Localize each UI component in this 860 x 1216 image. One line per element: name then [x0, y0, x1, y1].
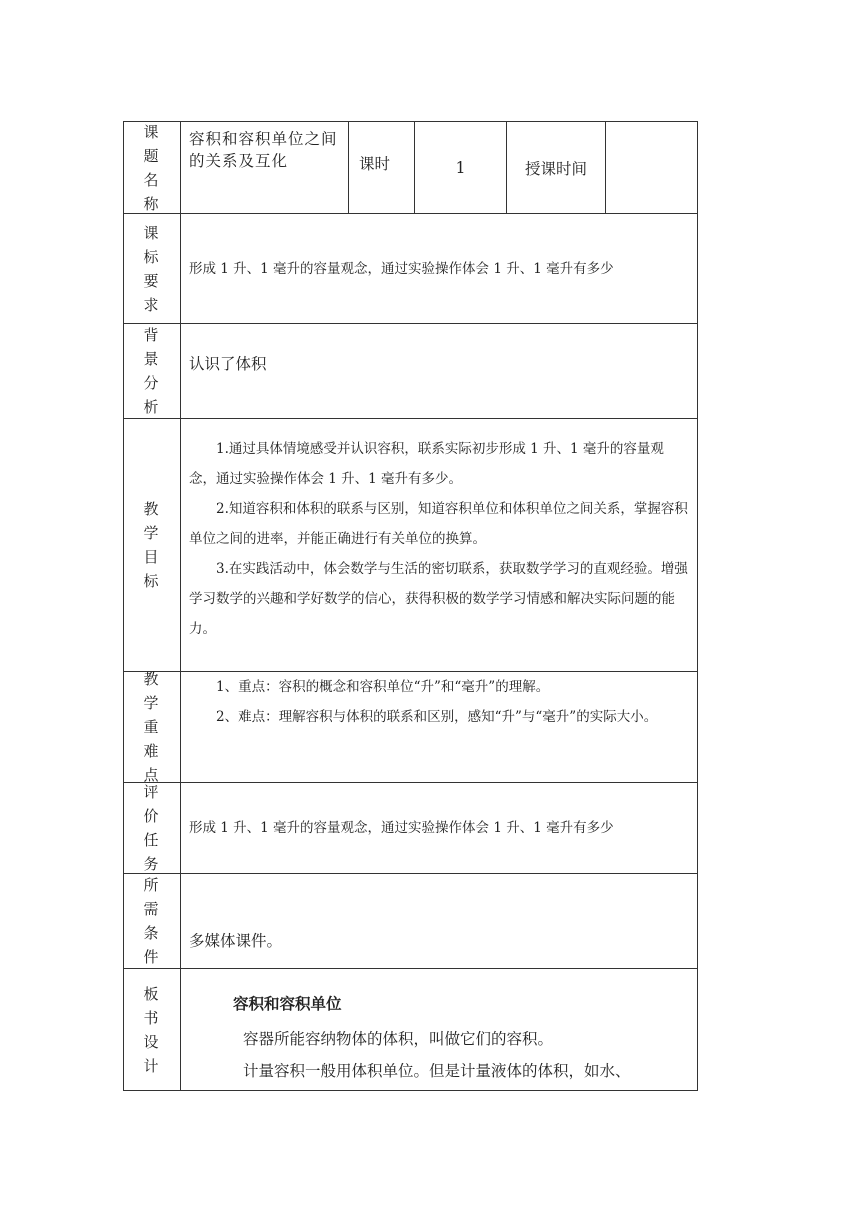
label-text: 背景分析 [143, 326, 161, 416]
board-line: 容器所能容纳物体的体积，叫做它们的容积。 [243, 1030, 554, 1048]
standard-text: 形成 1 升、1 毫升的容量观念，通过实验操作体会 1 升、1 毫升有多少 [189, 260, 614, 277]
hours-label: 课时 [359, 155, 391, 173]
hours-label-cell [349, 122, 415, 213]
resources-content [181, 874, 697, 968]
board-heading: 容积和容积单位 [233, 995, 342, 1013]
key-point-item: 1、重点：容积的概念和容积单位“升”和“毫升”的理解。 [216, 679, 550, 695]
hours-value-cell [415, 122, 507, 213]
lesson-plan-table [123, 121, 698, 1091]
evaluation-text: 形成 1 升、1 毫升的容量观念，通过实验操作体会 1 升、1 毫升有多少 [189, 820, 614, 836]
evaluation-content [181, 783, 697, 873]
standard-content [181, 214, 697, 323]
key-points-content [181, 672, 697, 782]
objective-item: 3.在实践活动中，体会数学与生活的密切联系，获取数学学习的直观经验。增强学习数学的兴趣和学好数学的信心，获得积极的数学学习情感和解决实际问题的能力。 [189, 561, 688, 637]
row-key-points [124, 671, 697, 782]
objective-item: 1.通过具体情境感受并认识容积，联系实际初步形成 1 升、1 毫升的容量观念，通过实验操作体会 1 升、1 毫升有多少。 [189, 441, 664, 487]
row-resources [124, 873, 697, 968]
label-topic-name [124, 122, 181, 213]
time-label: 授课时间 [524, 159, 587, 178]
label-text: 教学目标 [143, 500, 161, 590]
label-background [124, 324, 181, 418]
board-content [181, 969, 697, 1090]
label-evaluation [124, 783, 181, 873]
row-topic [124, 122, 697, 213]
topic-title-cell [181, 122, 349, 213]
label-board-design [124, 969, 181, 1090]
label-text: 教学重难点 [143, 670, 161, 784]
row-evaluation [124, 782, 697, 873]
topic-title: 容积和容积单位之间的关系及互化 [189, 130, 338, 170]
row-objectives [124, 418, 697, 671]
board-line: 计量容积一般用体积单位。但是计量液体的体积，如水、 [243, 1062, 631, 1080]
label-key-points [124, 672, 181, 782]
label-text: 评价任务 [143, 783, 161, 873]
objectives-content [181, 419, 697, 671]
background-text: 认识了体积 [189, 355, 267, 373]
label-text: 所需条件 [143, 876, 161, 966]
row-background [124, 323, 697, 418]
key-point-item: 2、难点：理解容积与体积的联系和区别，感知“升”与“毫升”的实际大小。 [216, 709, 658, 725]
label-text: 板书设计 [143, 984, 161, 1075]
time-value-cell [606, 122, 697, 213]
label-text: 课题名称 [143, 122, 161, 213]
objective-item: 2.知道容积和体积的联系与区别，知道容积单位和体积单位之间关系，掌握容积单位之间的进率，并能正确进行有关单位的换算。 [189, 501, 688, 547]
time-label-cell [507, 122, 606, 213]
background-content [181, 324, 697, 418]
resources-text: 多媒体课件。 [189, 932, 283, 950]
row-standard [124, 213, 697, 323]
row-board-design [124, 968, 697, 1090]
label-resources [124, 874, 181, 968]
hours-value: 1 [455, 158, 466, 177]
label-standard [124, 214, 181, 323]
label-objectives [124, 419, 181, 671]
label-text: 课标要求 [143, 223, 161, 314]
